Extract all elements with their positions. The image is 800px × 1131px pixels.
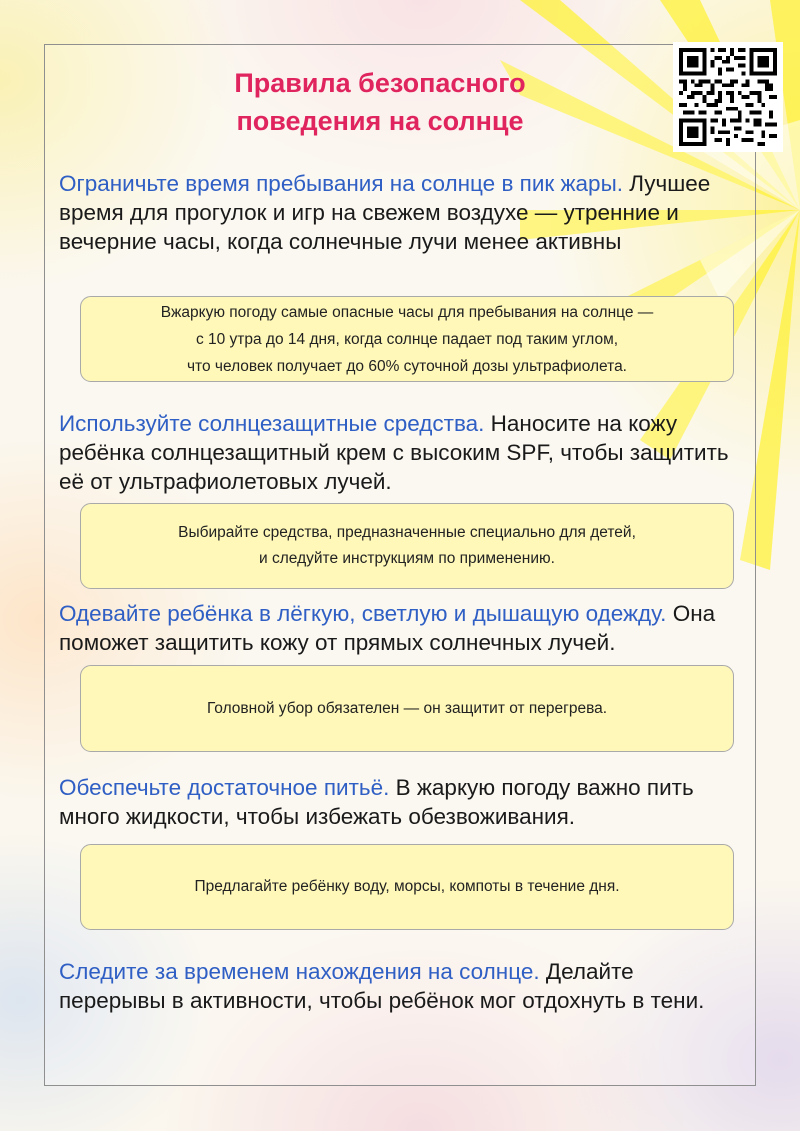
rule-heading-2: Используйте солнцезащитные средства. bbox=[59, 411, 485, 436]
rule-heading-5: Следите за временем нахождения на солнце. bbox=[59, 959, 540, 984]
rule-text-4: В жаркую погоду важно пить много жидкости, чтобы избежать обезвоживания. bbox=[59, 775, 694, 829]
rule-paragraph-1 bbox=[59, 169, 729, 256]
rule-text-2: Наносите на кожу ребёнка солнцезащитный крем с высоким SPF, чтобы защитить её от ультрафиолетовых лучей. bbox=[59, 411, 729, 494]
rule-paragraph-5 bbox=[59, 957, 729, 1015]
rule-text-3: Она поможет защитить кожу от прямых солнечных лучей. bbox=[59, 601, 716, 655]
rule-heading-3: Одевайте ребёнка в лёгкую, светлую и дышащую одежду. bbox=[59, 601, 667, 626]
title-line-2: поведения на солнце bbox=[236, 106, 524, 136]
tip-3-line-1: Головной убор обязателен — он защитит от перегрева. bbox=[206, 699, 608, 717]
rule-paragraph-3 bbox=[59, 599, 729, 657]
tip-1-line-3: что человек получает до 60% суточной дозы ультрафиолета. bbox=[186, 357, 627, 375]
tip-4-line-1: Предлагайте ребёнку воду, морсы, компоты в течение дня. bbox=[194, 878, 620, 895]
tip-1-line-1: Вжаркую погоду самые опасные часы для пребывания на солнце — bbox=[160, 303, 654, 321]
tip-1-line-2: с 10 утра до 14 дня, когда солнце падает под таким углом, bbox=[195, 330, 619, 348]
tip-box-1 bbox=[80, 296, 734, 382]
tip-box-3 bbox=[80, 665, 734, 752]
rule-paragraph-4 bbox=[59, 773, 729, 831]
title-line-1: Правила безопасного bbox=[234, 68, 526, 98]
poster-title bbox=[110, 64, 650, 140]
tip-box-4 bbox=[80, 844, 734, 930]
qr-code-icon bbox=[679, 48, 777, 146]
qr-code[interactable] bbox=[673, 42, 783, 152]
rule-paragraph-2 bbox=[59, 409, 729, 496]
rule-heading-4: Обеспечьте достаточное питьё. bbox=[59, 775, 390, 800]
tip-box-2 bbox=[80, 503, 734, 589]
rule-heading-1: Ограничьте время пребывания на солнце в пик жары. bbox=[59, 171, 623, 196]
rule-text-5: Делайте перерывы в активности, чтобы ребёнок мог отдохнуть в тени. bbox=[59, 959, 705, 1013]
tip-2-line-2: и следуйте инструкциям по применению. bbox=[259, 550, 555, 567]
tip-2-line-1: Выбирайте средства, предназначенные специально для детей, bbox=[178, 524, 636, 541]
rule-text-1: Лучшее время для прогулок и игр на свежем воздухе — утренние и вечерние часы, когда солнечные лучи менее активны bbox=[59, 171, 711, 254]
